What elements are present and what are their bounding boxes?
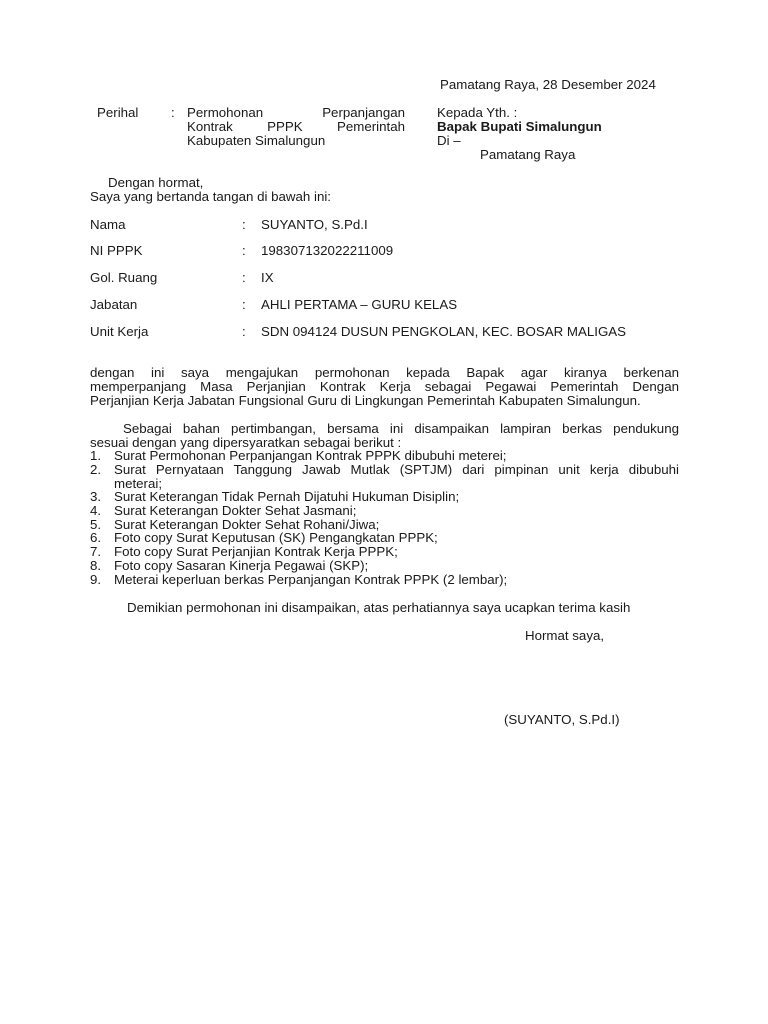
paragraph-line: sesuai dengan yang dipersyaratkan sebagai berikut : (90, 435, 402, 450)
list-item-number: 6. (90, 530, 102, 545)
recipient-line-3: Di – (437, 133, 461, 148)
identity-value-golruang: IX (261, 270, 274, 285)
identity-value-nama: SUYANTO, S.Pd.I (261, 217, 368, 232)
perihal-line-1: Permohonan Perpanjangan (187, 105, 405, 120)
list-item-number: 2. (90, 462, 102, 477)
list-item-number: 4. (90, 503, 102, 518)
list-item: Surat Keterangan Dokter Sehat Jasmani; (114, 503, 357, 518)
list-item: Surat Pernyataan Tanggung Jawab Mutlak (SPTJM) dari pimpinan unit kerja dibubuhi (114, 462, 679, 477)
list-item: Foto copy Sasaran Kinerja Pegawai (SKP); (114, 558, 369, 573)
identity-colon: : (242, 297, 246, 312)
list-item-number: 3. (90, 489, 102, 504)
greeting: Dengan hormat, (108, 175, 204, 190)
identity-label-nama: Nama (90, 217, 126, 232)
intro-text: Saya yang bertanda tangan di bawah ini: (90, 189, 331, 204)
identity-label-unitkerja: Unit Kerja (90, 324, 149, 339)
perihal-label: Perihal (97, 105, 139, 120)
perihal-line-3: Kabupaten Simalungun (187, 133, 326, 148)
list-item-number: 7. (90, 544, 102, 559)
identity-label-golruang: Gol. Ruang (90, 270, 158, 285)
list-item: Foto copy Surat Keputusan (SK) Pengangkatan PPPK; (114, 530, 438, 545)
recipient-city: Pamatang Raya (480, 147, 576, 162)
perihal-colon: : (171, 105, 175, 120)
paragraph-line: Sebagai bahan pertimbangan, bersama ini disampaikan lampiran berkas pendukung (123, 421, 679, 436)
perihal-line-2: Kontrak PPPK Pemerintah (187, 119, 405, 134)
paragraph-line: Perjanjian Kerja Jabatan Fungsional Guru di Lingkungan Pemerintah Kabupaten Simalungun. (90, 393, 641, 408)
identity-colon: : (242, 217, 246, 232)
letter-date: Pamatang Raya, 28 Desember 2024 (440, 77, 656, 92)
recipient-line-1: Kepada Yth. : (437, 105, 518, 120)
list-item-number: 1. (90, 448, 102, 463)
list-item: Surat Permohonan Perpanjangan Kontrak PPPK dibubuhi meterei; (114, 448, 507, 463)
list-item: Foto copy Surat Perjanjian Kontrak Kerja PPPK; (114, 544, 398, 559)
identity-colon: : (242, 270, 246, 285)
identity-value-jabatan: AHLI PERTAMA – GURU KELAS (261, 297, 458, 312)
closing-text: Demikian permohonan ini disampaikan, atas perhatiannya saya ucapkan terima kasih (127, 600, 631, 615)
identity-colon: : (242, 324, 246, 339)
list-item: Meterai keperluan berkas Perpanjangan Kontrak PPPK (2 lembar); (114, 572, 508, 587)
paragraph-line: dengan ini saya mengajukan permohonan kepada Bapak agar kiranya berkenan (90, 365, 679, 380)
recipient-name: Bapak Bupati Simalungun (437, 119, 602, 134)
list-item: Surat Keterangan Tidak Pernah Dijatuhi Hukuman Disiplin; (114, 489, 460, 504)
regards-text: Hormat saya, (525, 628, 605, 643)
list-item-number: 5. (90, 517, 102, 532)
list-item-number: 8. (90, 558, 102, 573)
list-item-number: 9. (90, 572, 102, 587)
identity-label-nipppk: NI PPPK (90, 243, 143, 258)
identity-value-nipppk: 198307132022211009 (261, 243, 394, 258)
identity-colon: : (242, 243, 246, 258)
paragraph-line: memperpanjang Masa Perjanjian Kontrak Kerja sebagai Pegawai Pemerintah Dengan (90, 379, 679, 394)
signature-name: (SUYANTO, S.Pd.I) (504, 712, 620, 727)
identity-label-jabatan: Jabatan (90, 297, 138, 312)
list-item-continuation: meterai; (114, 476, 163, 491)
list-item: Surat Keterangan Dokter Sehat Rohani/Jiwa; (114, 517, 380, 532)
identity-value-unitkerja: SDN 094124 DUSUN PENGKOLAN, KEC. BOSAR MALIGAS (261, 324, 627, 339)
